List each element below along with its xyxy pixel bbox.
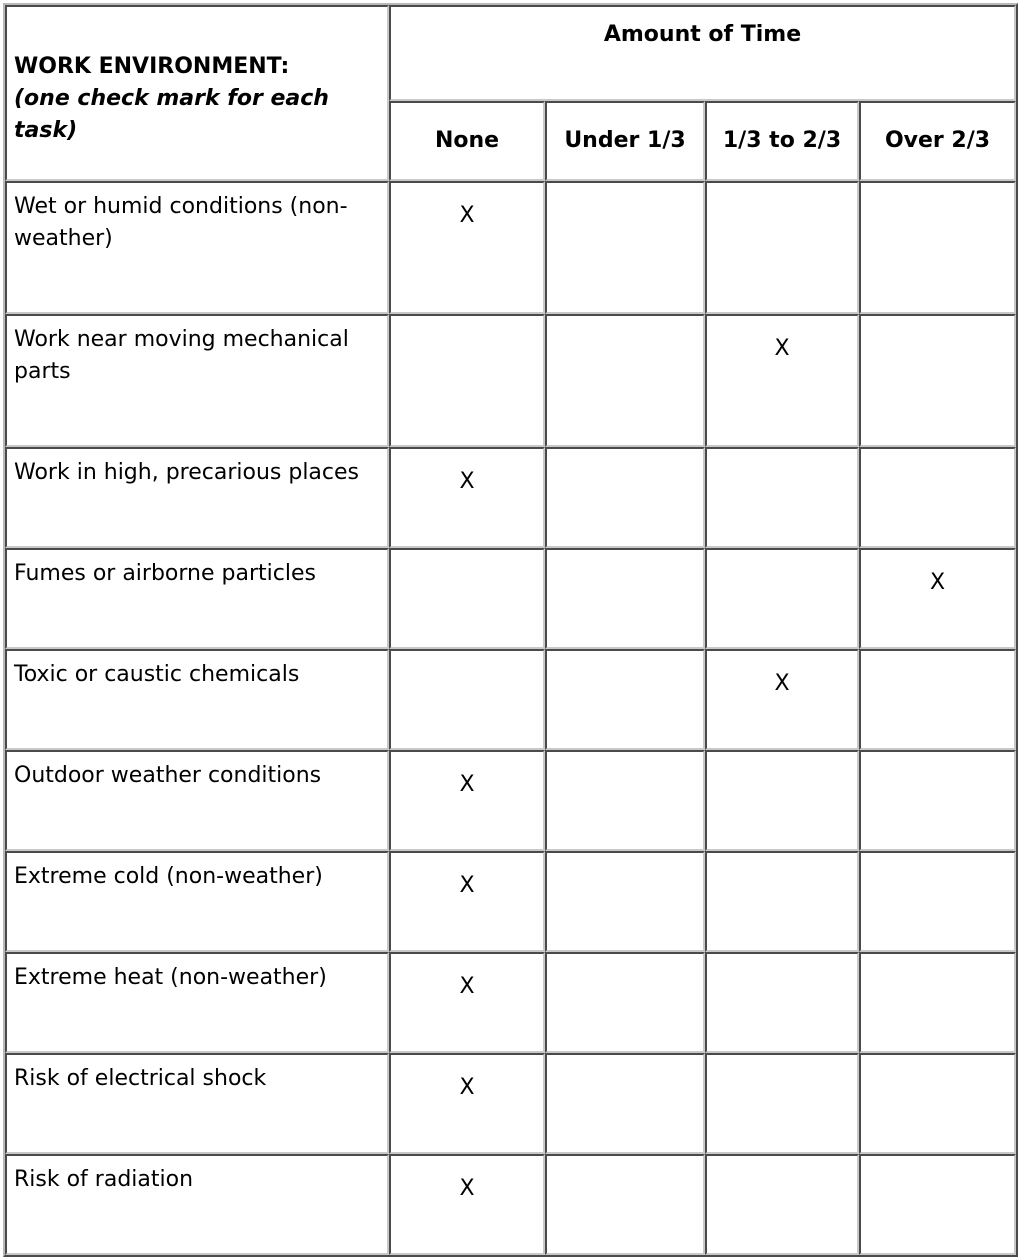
task-label: Work in high, precarious places	[5, 447, 389, 548]
mark-under-one-third	[545, 649, 705, 750]
table-row	[5, 181, 1016, 314]
mark-none: X	[389, 750, 545, 851]
mark-under-one-third	[545, 1154, 705, 1255]
task-label: Fumes or airborne particles	[5, 548, 389, 649]
work-environment-table	[3, 3, 1018, 1257]
table-row	[5, 1053, 1016, 1154]
table-row	[5, 314, 1016, 447]
mark-none: X	[389, 952, 545, 1053]
mark-one-to-two-thirds	[705, 548, 859, 649]
mark-one-to-two-thirds	[705, 181, 859, 314]
mark-none	[389, 314, 545, 447]
mark-under-one-third	[545, 314, 705, 447]
mark-under-one-third	[545, 1053, 705, 1154]
task-label: Risk of radiation	[5, 1154, 389, 1255]
mark-over-two-thirds	[859, 750, 1016, 851]
task-label: Toxic or caustic chemicals	[5, 649, 389, 750]
mark-none: X	[389, 1154, 545, 1255]
mark-one-to-two-thirds	[705, 1154, 859, 1255]
column-header-none: None	[389, 101, 545, 181]
table-row	[5, 548, 1016, 649]
mark-one-to-two-thirds	[705, 750, 859, 851]
mark-over-two-thirds	[859, 314, 1016, 447]
mark-none: X	[389, 447, 545, 548]
mark-under-one-third	[545, 750, 705, 851]
mark-under-one-third	[545, 447, 705, 548]
mark-none: X	[389, 1053, 545, 1154]
mark-one-to-two-thirds	[705, 952, 859, 1053]
mark-over-two-thirds	[859, 649, 1016, 750]
task-label: Extreme cold (non-weather)	[5, 851, 389, 952]
mark-over-two-thirds	[859, 952, 1016, 1053]
mark-one-to-two-thirds: X	[705, 314, 859, 447]
mark-over-two-thirds	[859, 1053, 1016, 1154]
table-row	[5, 750, 1016, 851]
mark-under-one-third	[545, 181, 705, 314]
column-header-over-two-thirds: Over 2/3	[859, 101, 1016, 181]
column-header-one-to-two-thirds: 1/3 to 2/3	[705, 101, 859, 181]
table-row	[5, 649, 1016, 750]
task-label: Wet or humid conditions (non-weather)	[5, 181, 389, 314]
mark-none: X	[389, 181, 545, 314]
work-environment-title: WORK ENVIRONMENT:	[14, 54, 290, 79]
header-row-top	[5, 5, 1016, 101]
table-row	[5, 851, 1016, 952]
mark-under-one-third	[545, 548, 705, 649]
mark-under-one-third	[545, 851, 705, 952]
mark-none	[389, 548, 545, 649]
mark-one-to-two-thirds: X	[705, 649, 859, 750]
mark-one-to-two-thirds	[705, 851, 859, 952]
work-environment-header	[5, 5, 389, 181]
work-environment-subtitle: (one check mark for each task)	[14, 86, 329, 143]
task-label: Extreme heat (non-weather)	[5, 952, 389, 1053]
mark-over-two-thirds	[859, 181, 1016, 314]
table-row	[5, 952, 1016, 1053]
mark-over-two-thirds: X	[859, 548, 1016, 649]
work-environment-table-wrapper	[3, 3, 1014, 1257]
task-label: Work near moving mechanical parts	[5, 314, 389, 447]
table-row	[5, 447, 1016, 548]
amount-of-time-header: Amount of Time	[389, 5, 1016, 101]
mark-one-to-two-thirds	[705, 1053, 859, 1154]
table-row	[5, 1154, 1016, 1255]
mark-under-one-third	[545, 952, 705, 1053]
mark-none	[389, 649, 545, 750]
task-label: Risk of electrical shock	[5, 1053, 389, 1154]
task-label: Outdoor weather conditions	[5, 750, 389, 851]
mark-none: X	[389, 851, 545, 952]
mark-over-two-thirds	[859, 1154, 1016, 1255]
mark-one-to-two-thirds	[705, 447, 859, 548]
mark-over-two-thirds	[859, 447, 1016, 548]
column-header-under-one-third: Under 1/3	[545, 101, 705, 181]
mark-over-two-thirds	[859, 851, 1016, 952]
